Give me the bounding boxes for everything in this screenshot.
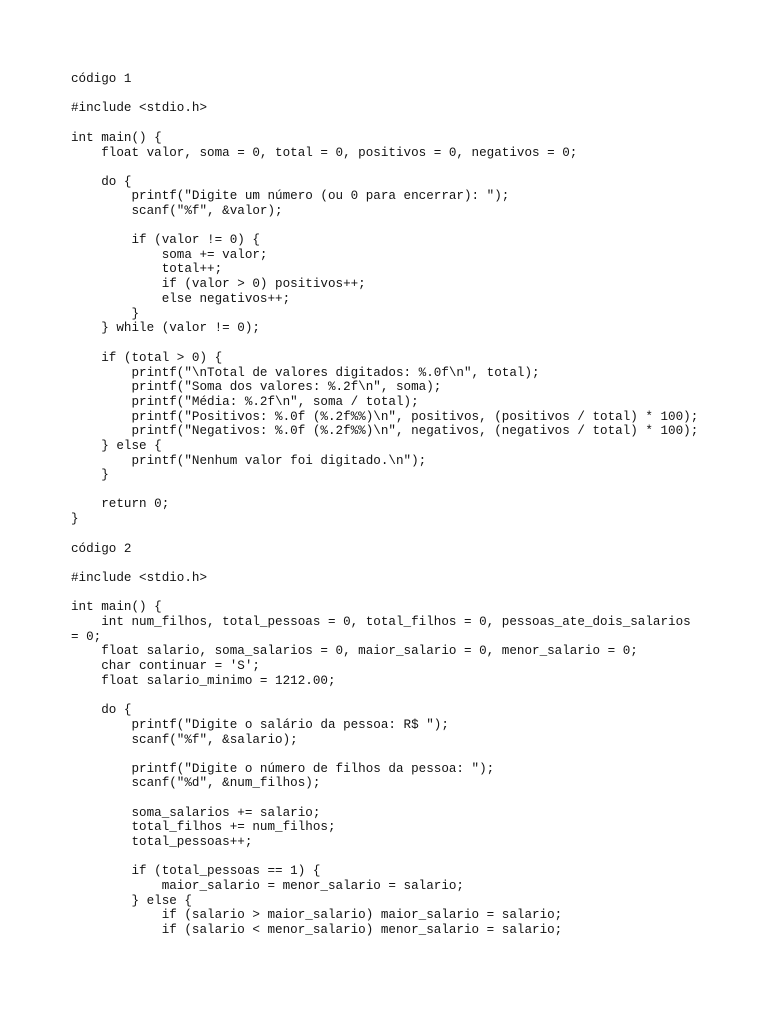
code-line: else negativos++; [71, 292, 291, 306]
code-line: return 0; [71, 497, 170, 511]
code-line: = 0; [71, 630, 102, 644]
code-line: int main() { [71, 600, 162, 614]
code-line: } else { [71, 439, 162, 453]
section-heading-codigo-1: código 1 [71, 72, 132, 86]
code-line: printf("Soma dos valores: %.2f\n", soma); [71, 380, 442, 394]
code-line: printf("Digite o número de filhos da pessoa: "); [71, 762, 495, 776]
code-line: total++; [71, 262, 223, 276]
code-line: scanf("%f", &valor); [71, 204, 283, 218]
code-line: printf("Digite o salário da pessoa: R$ "); [71, 718, 449, 732]
code-line: char continuar = 'S'; [71, 659, 260, 673]
code-line: if (valor != 0) { [71, 233, 260, 247]
code-line: if (total > 0) { [71, 351, 223, 365]
code-line: total_pessoas++; [71, 835, 253, 849]
code-line: if (valor > 0) positivos++; [71, 277, 366, 291]
code-line: #include <stdio.h> [71, 101, 208, 115]
code-line: soma += valor; [71, 248, 268, 262]
code-line: printf("Média: %.2f\n", soma / total); [71, 395, 419, 409]
code-line: if (salario < menor_salario) menor_salario = salario; [71, 923, 563, 937]
code-line: float salario_minimo = 1212.00; [71, 674, 336, 688]
code-line: if (total_pessoas == 1) { [71, 864, 321, 878]
code-line: total_filhos += num_filhos; [71, 820, 336, 834]
code-line: printf("Negativos: %.0f (%.2f%%)\n", negativos, (negativos / total) * 100); [71, 424, 699, 438]
code-line: } else { [71, 894, 192, 908]
code-line: if (salario > maior_salario) maior_salario = salario; [71, 908, 563, 922]
code-line: int main() { [71, 131, 162, 145]
code-line: } while (valor != 0); [71, 321, 260, 335]
section-heading-codigo-2: código 2 [71, 542, 132, 556]
code-line: float valor, soma = 0, total = 0, positivos = 0, negativos = 0; [71, 146, 578, 160]
code-line: scanf("%d", &num_filhos); [71, 776, 321, 790]
code-line: } [71, 468, 109, 482]
code-line: } [71, 307, 140, 321]
code-line: do { [71, 175, 132, 189]
code-line: soma_salarios += salario; [71, 806, 321, 820]
code-line: printf("\nTotal de valores digitados: %.0f\n", total); [71, 366, 540, 380]
code-line: #include <stdio.h> [71, 571, 208, 585]
code-line: float salario, soma_salarios = 0, maior_salario = 0, menor_salario = 0; [71, 644, 638, 658]
code-line: int num_filhos, total_pessoas = 0, total_filhos = 0, pessoas_ate_dois_salarios [71, 615, 691, 629]
code-line: printf("Digite um número (ou 0 para encerrar): "); [71, 189, 510, 203]
code-line: printf("Positivos: %.0f (%.2f%%)\n", positivos, (positivos / total) * 100); [71, 410, 699, 424]
code-line: scanf("%f", &salario); [71, 733, 298, 747]
code-line: } [71, 512, 79, 526]
code-line: printf("Nenhum valor foi digitado.\n"); [71, 454, 427, 468]
code-line: maior_salario = menor_salario = salario; [71, 879, 464, 893]
code-line: do { [71, 703, 132, 717]
